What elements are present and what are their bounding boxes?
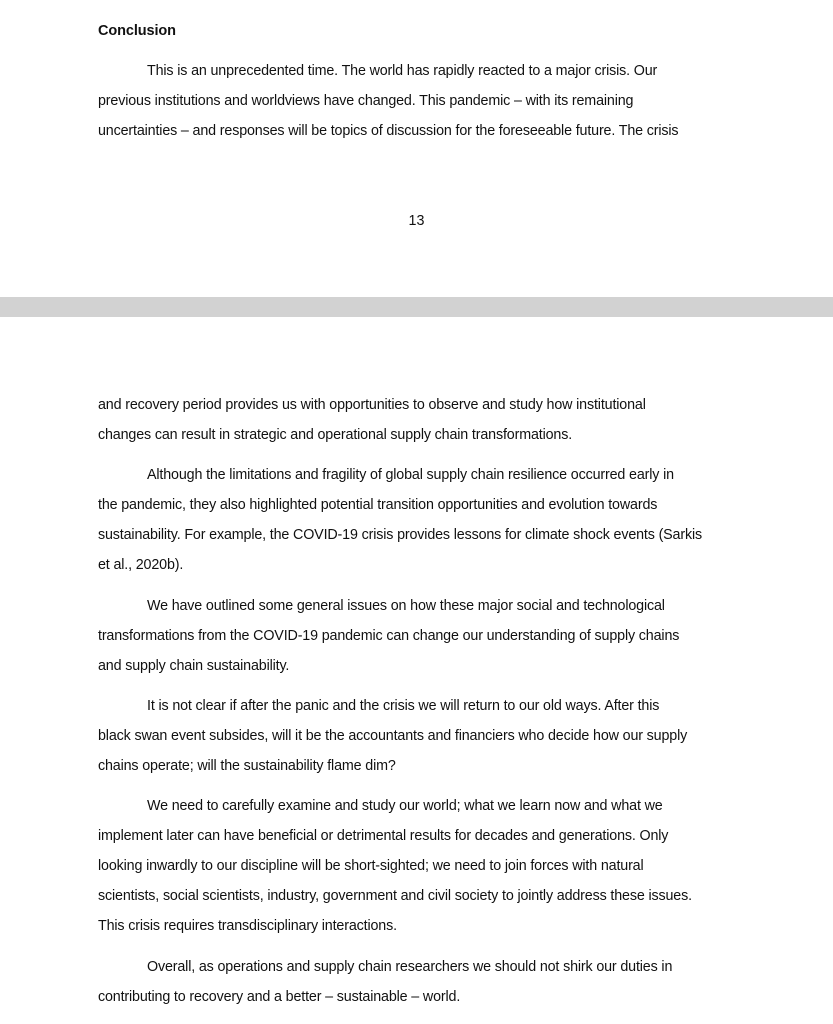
section-heading: Conclusion [98, 23, 176, 39]
paragraph-line: changes can result in strategic and operational supply chain transformations. [98, 427, 573, 443]
paragraph-line: We need to carefully examine and study our world; what we learn now and what we [147, 798, 663, 814]
paragraph-line: scientists, social scientists, industry, government and civil society to jointly address these issues. [98, 888, 692, 904]
paragraph-line: chains operate; will the sustainability flame dim? [98, 758, 396, 774]
paragraph-line: looking inwardly to our discipline will be short-sighted; we need to join forces with natural [98, 858, 644, 874]
paragraph-line: sustainability. For example, the COVID-19 crisis provides lessons for climate shock events (Sarkis [98, 527, 702, 543]
paragraph-line: Overall, as operations and supply chain researchers we should not shirk our duties in [147, 959, 673, 975]
paragraph-line: and recovery period provides us with opportunities to observe and study how institutional [98, 397, 646, 413]
paragraph-line: transformations from the COVID-19 pandemic can change our understanding of supply chains [98, 628, 680, 644]
paragraph-line: and supply chain sustainability. [98, 658, 290, 674]
paragraph-line: This is an unprecedented time. The world has rapidly reacted to a major crisis. Our [147, 63, 658, 79]
paragraph-line: implement later can have beneficial or detrimental results for decades and generations. Only [98, 828, 669, 844]
paragraph-line: the pandemic, they also highlighted potential transition opportunities and evolution towards [98, 497, 658, 513]
paragraph-line: contributing to recovery and a better – sustainable – world. [98, 989, 461, 1005]
document-page-14 [0, 317, 833, 1024]
paragraph-line: Although the limitations and fragility of global supply chain resilience occurred early in [147, 467, 674, 483]
paragraph-line: It is not clear if after the panic and the crisis we will return to our old ways. After this [147, 698, 660, 714]
page-separator [0, 297, 833, 317]
paragraph-line: previous institutions and worldviews have changed. This pandemic – with its remaining [98, 93, 634, 109]
paragraph-line: et al., 2020b). [98, 557, 184, 573]
paragraph-line: This crisis requires transdisciplinary interactions. [98, 918, 397, 934]
paragraph-line: We have outlined some general issues on how these major social and technological [147, 598, 665, 614]
paragraph-line: black swan event subsides, will it be the accountants and financiers who decide how our supply [98, 728, 688, 744]
document-page-13 [0, 0, 833, 297]
page-number: 13 [408, 213, 425, 229]
paragraph-line: uncertainties – and responses will be topics of discussion for the foreseeable future. The crisis [98, 123, 679, 139]
